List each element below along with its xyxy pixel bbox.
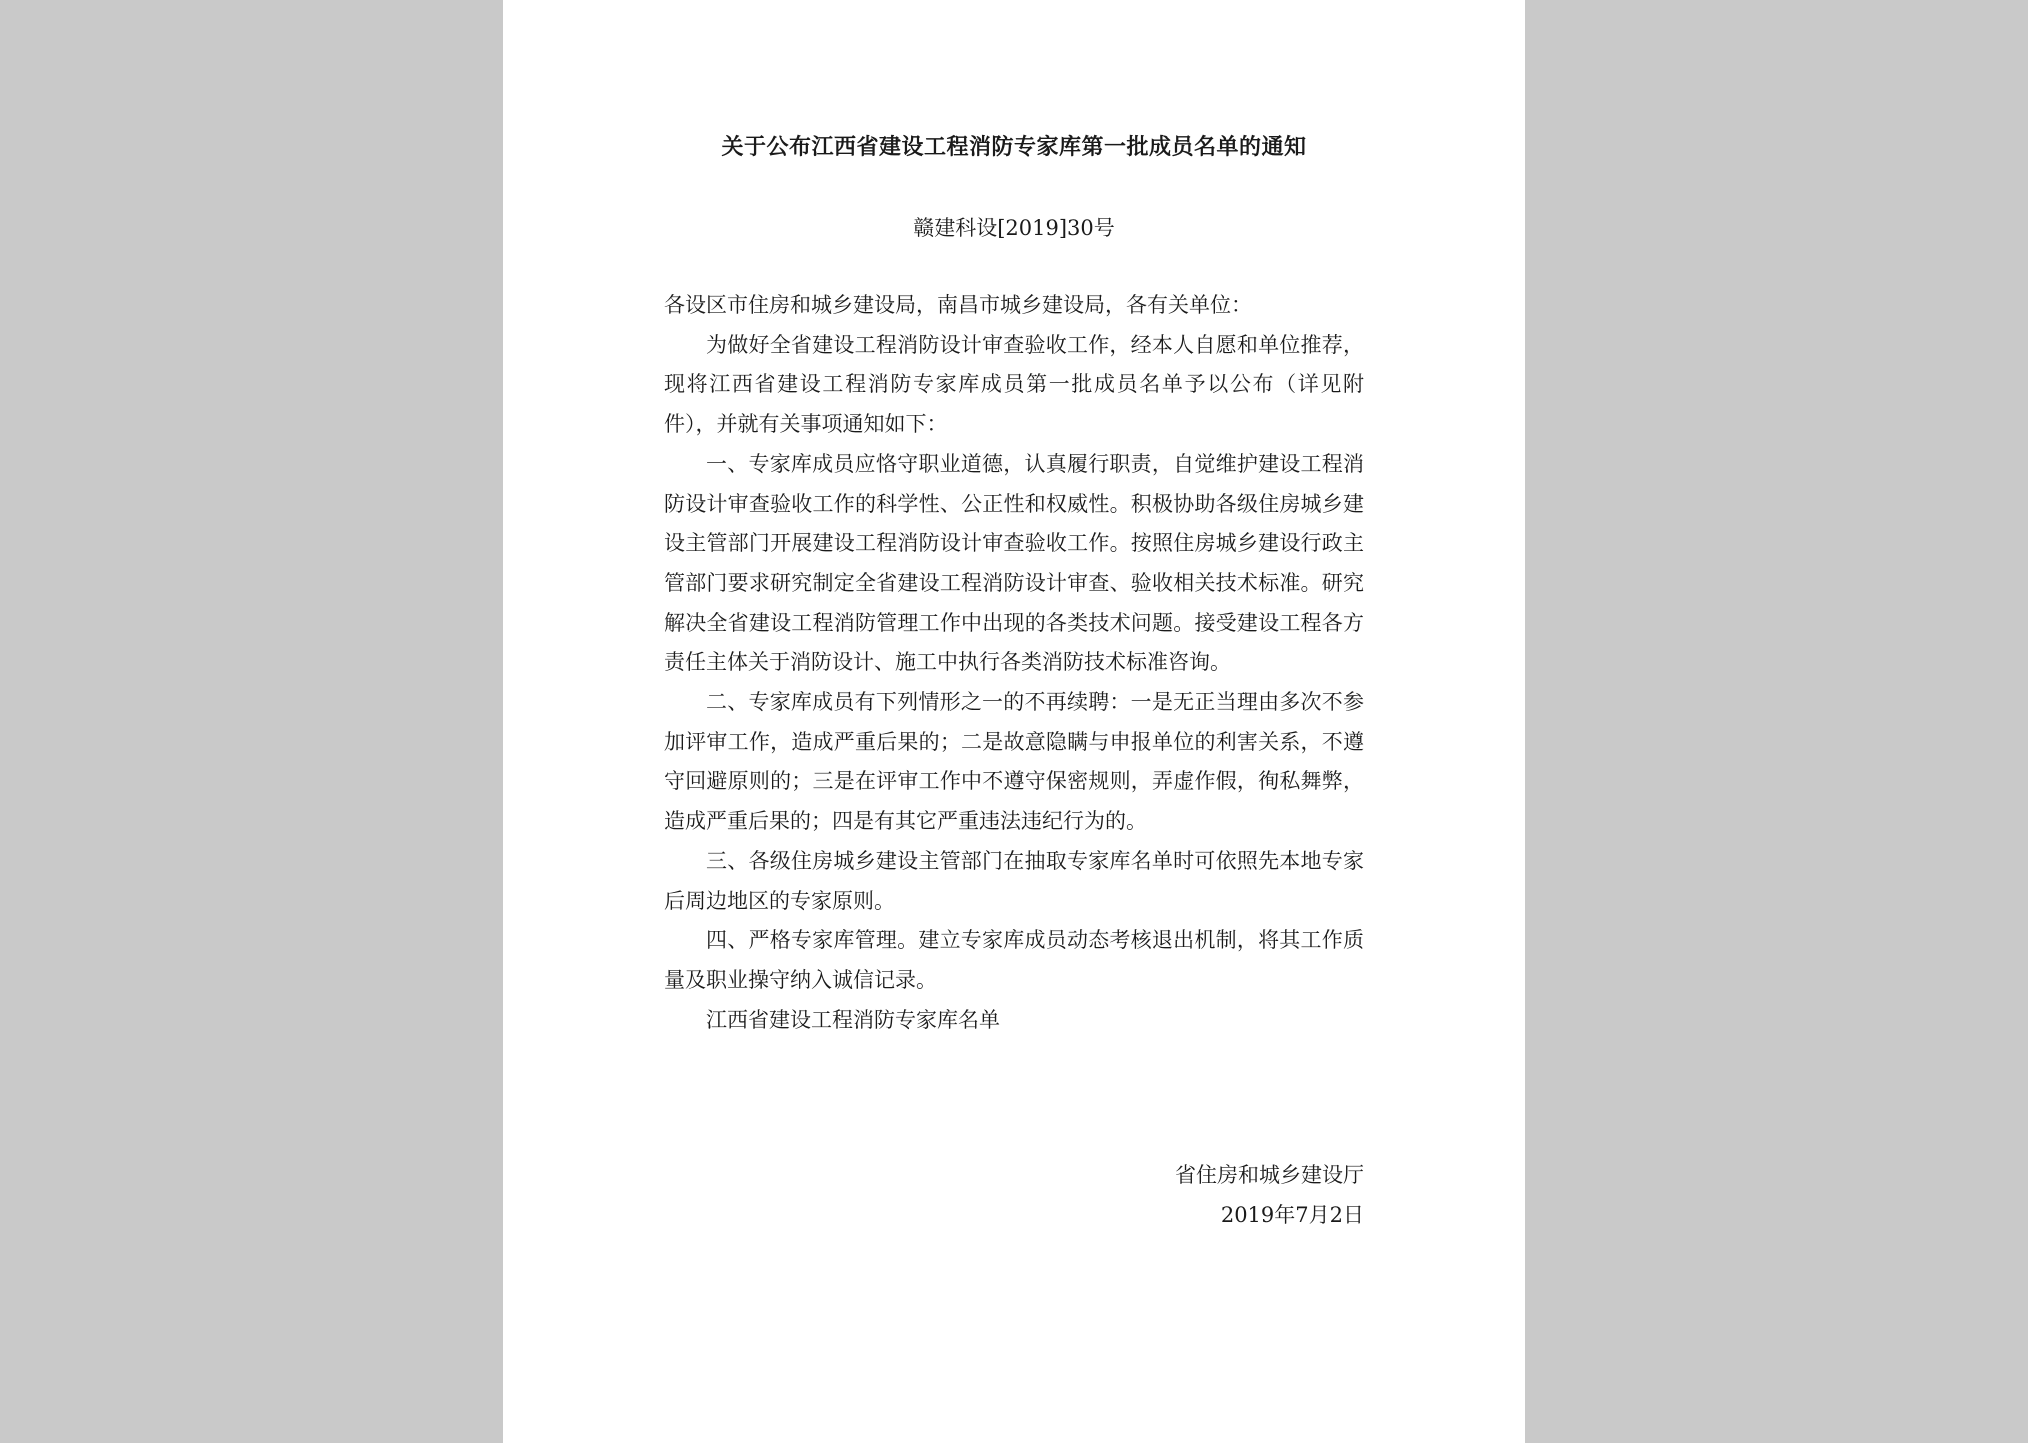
paragraph-item-4: 四、严格专家库管理。建立专家库成员动态考核退出机制，将其工作质量及职业操守纳入诚信记录。 — [664, 928, 1364, 992]
document-body — [664, 286, 1364, 1040]
paragraph-item-3: 三、各级住房城乡建设主管部门在抽取专家库名单时可依照先本地专家后周边地区的专家原则。 — [664, 848, 1364, 913]
attachment-note: 江西省建设工程消防专家库名单 — [706, 1007, 1000, 1032]
salutation: 各设区市住房和城乡建设局，南昌市城乡建设局，各有关单位： — [664, 293, 1252, 317]
document-page — [503, 0, 1525, 1443]
document-number: 赣建科设[2019]30号 — [913, 216, 1115, 240]
issuer: 省住房和城乡建设厅 — [1175, 1163, 1364, 1187]
paragraph-item-2: 二、专家库成员有下列情形之一的不再续聘：一是无正当理由多次不参加评审工作，造成严重后果的；二是故意隐瞒与申报单位的利害关系，不遵守回避原则的；三是在评审工作中不遵守保密规则，弄虚作假，徇私舞弊，造成严重后果的；四是有其它严重违法违纪行为的。 — [664, 690, 1364, 834]
issue-date: 2019年7月2日 — [1220, 1203, 1364, 1227]
signature-block — [664, 1155, 1364, 1235]
paragraph-item-1: 一、专家库成员应恪守职业道德，认真履行职责，自觉维护建设工程消防设计审查验收工作的科学性、公正性和权威性。积极协助各级住房城乡建设主管部门开展建设工程消防设计审查验收工作。按照住房城乡建设行政主管部门要求研究制定全省建设工程消防设计审查、验收相关技术标准。研究解决全省建设工程消防管理工作中出现的各类技术问题。接受建设工程各方责任主体关于消防设计、施工中执行各类消防技术标准咨询。 — [664, 451, 1364, 675]
page-title: 关于公布江西省建设工程消防专家库第一批成员名单的通知 — [721, 134, 1307, 160]
paragraph-intro: 为做好全省建设工程消防设计审查验收工作，经本人自愿和单位推荐，现将江西省建设工程消防专家库成员第一批成员名单予以公布（详见附件），并就有关事项通知如下： — [664, 332, 1364, 437]
